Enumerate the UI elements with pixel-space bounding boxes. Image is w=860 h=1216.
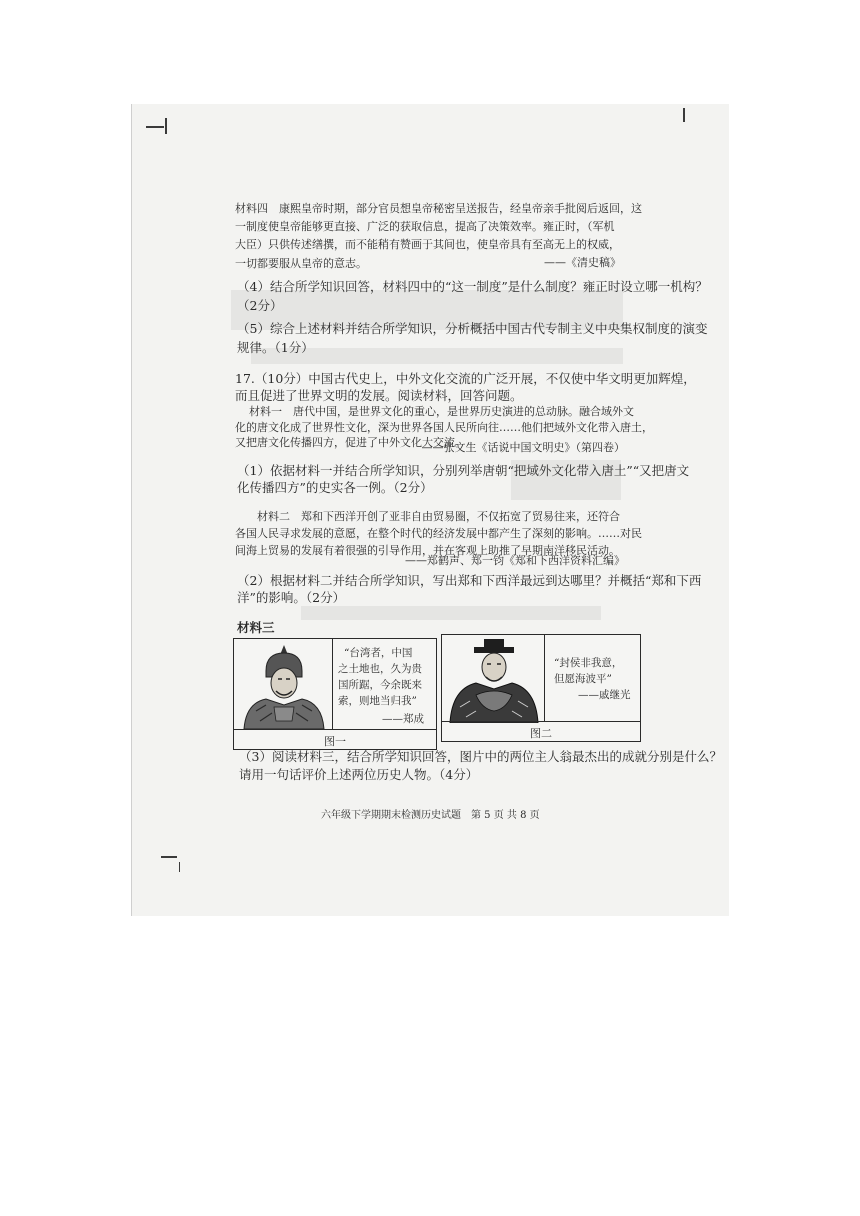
material-3-label: 材料三	[237, 620, 275, 635]
figure-2-quote-line: “封侯非我意，	[554, 657, 623, 669]
crop-mark-top-right	[683, 108, 685, 122]
material-4-line: 一切都要服从皇帝的意志。	[235, 257, 367, 270]
crop-mark-top-left-vertical	[165, 118, 167, 134]
figure-1-caption-divider	[234, 729, 436, 730]
material-1-line: 化的唐文化成了世界性文化，深为世界各国人民所向往……他们把域外文化带入唐土，	[235, 421, 653, 434]
page-footer: 六年级下学期期末检测历史试题 第 5 页 共 8 页	[321, 810, 540, 821]
figure-1-quote-line: 之土地也，久为贵	[338, 663, 422, 675]
question-17-line: 17.（10分）中国古代史上，中外文化交流的广泛开展，不仅使中华文明更加辉煌，	[235, 371, 696, 386]
question-3-line: （3）阅读材料三，结合所学知识回答，图片中的两位主人翁最杰出的成就分别是什么？	[239, 749, 722, 764]
figure-2-quote-line: 但愿海波平”	[554, 673, 612, 685]
material-4-source: ——《清史稿》	[544, 256, 621, 269]
figure-1-attribution: ——郑成	[382, 713, 424, 725]
zheng-chenggong-portrait	[236, 641, 332, 729]
material-1-source: ——张文生《话说中国文明史》（第四卷）	[421, 441, 625, 454]
figure-1-quote-line: 索，则地当归我”	[338, 695, 417, 707]
figure-1-quote-line: 国所踞，今余既来	[338, 679, 422, 691]
material-2-line: 材料二 郑和下西洋开创了亚非自由贸易圈，不仅拓宽了贸易往来，还符合	[257, 510, 620, 523]
question-17-line: 而且促进了世界文明的发展。阅读材料，回答问题。	[235, 388, 523, 403]
figure-1-divider	[332, 639, 333, 729]
question-5-line: 规律。（1分）	[237, 340, 314, 355]
question-3-line: 请用一句话评价上述两位历史人物。（4分）	[239, 767, 479, 782]
qi-jiguang-portrait	[446, 637, 542, 723]
question-2-line: 洋”的影响。（2分）	[237, 590, 346, 605]
crop-mark-bottom-left	[161, 856, 177, 858]
material-1-line: 又把唐文化传播四方，促进了中外文化大交流。	[235, 436, 466, 449]
material-1-line: 材料一 唐代中国，是世界文化的重心，是世界历史演进的总动脉。融合域外文	[249, 405, 634, 418]
material-4-line: 材料四 康熙皇帝时期，部分官员想皇帝秘密呈送报告，经皇帝亲手批阅后返回，这	[235, 202, 642, 215]
material-2-source: ——郑鹤声、郑一钧《郑和下西洋资料汇编》	[405, 554, 625, 567]
question-1-line: 化传播四方”的史实各一例。（2分）	[237, 480, 433, 495]
scanned-page	[131, 104, 729, 916]
question-2-line: （2）根据材料二并结合所学知识，写出郑和下西洋最远到达哪里？并概括“郑和下西	[237, 573, 702, 588]
figure-1-quote-line: “台湾者，中国	[344, 647, 413, 659]
figure-2-caption-divider	[442, 721, 640, 722]
crop-mark-bottom-left-vertical	[179, 862, 180, 872]
material-4-line: 一制度使皇帝能够更直接、广泛的获取信息，提高了决策效率。雍正时，（军机	[235, 220, 615, 233]
question-1-line: （1）依据材料一并结合所学知识，分别列举唐朝“把域外文化带入唐土”“又把唐文	[237, 463, 690, 478]
figure-2-divider	[544, 635, 545, 721]
figure-1-caption: 图一	[324, 735, 346, 748]
question-4-line: （4）结合所学知识回答，材料四中的“这一制度”是什么制度？雍正时设立哪一机构？	[237, 279, 708, 294]
figure-2-caption: 图二	[530, 727, 552, 740]
crop-mark-top-left	[146, 126, 164, 128]
question-5-line: （5）综合上述材料并结合所学知识，分析概括中国古代专制主义中央集权制度的演变	[237, 321, 708, 336]
material-2-line: 各国人民寻求发展的意愿，在整个时代的经济发展中都产生了深刻的影响。……对民	[235, 527, 642, 540]
material-2-line: 间海上贸易的发展有着很强的引导作用，并在客观上助推了早期南洋移民活动。	[235, 544, 620, 557]
figure-1	[233, 638, 437, 750]
figure-2	[441, 634, 641, 742]
show-through-block	[301, 606, 601, 620]
figure-2-attribution: ——戚继光	[578, 689, 631, 701]
question-4-line: （2分）	[237, 298, 283, 313]
page-edge	[131, 104, 132, 916]
material-4-line: 大臣）只供传述缮撰，而不能稍有赞画于其间也，使皇帝具有至高无上的权威，	[235, 238, 620, 251]
